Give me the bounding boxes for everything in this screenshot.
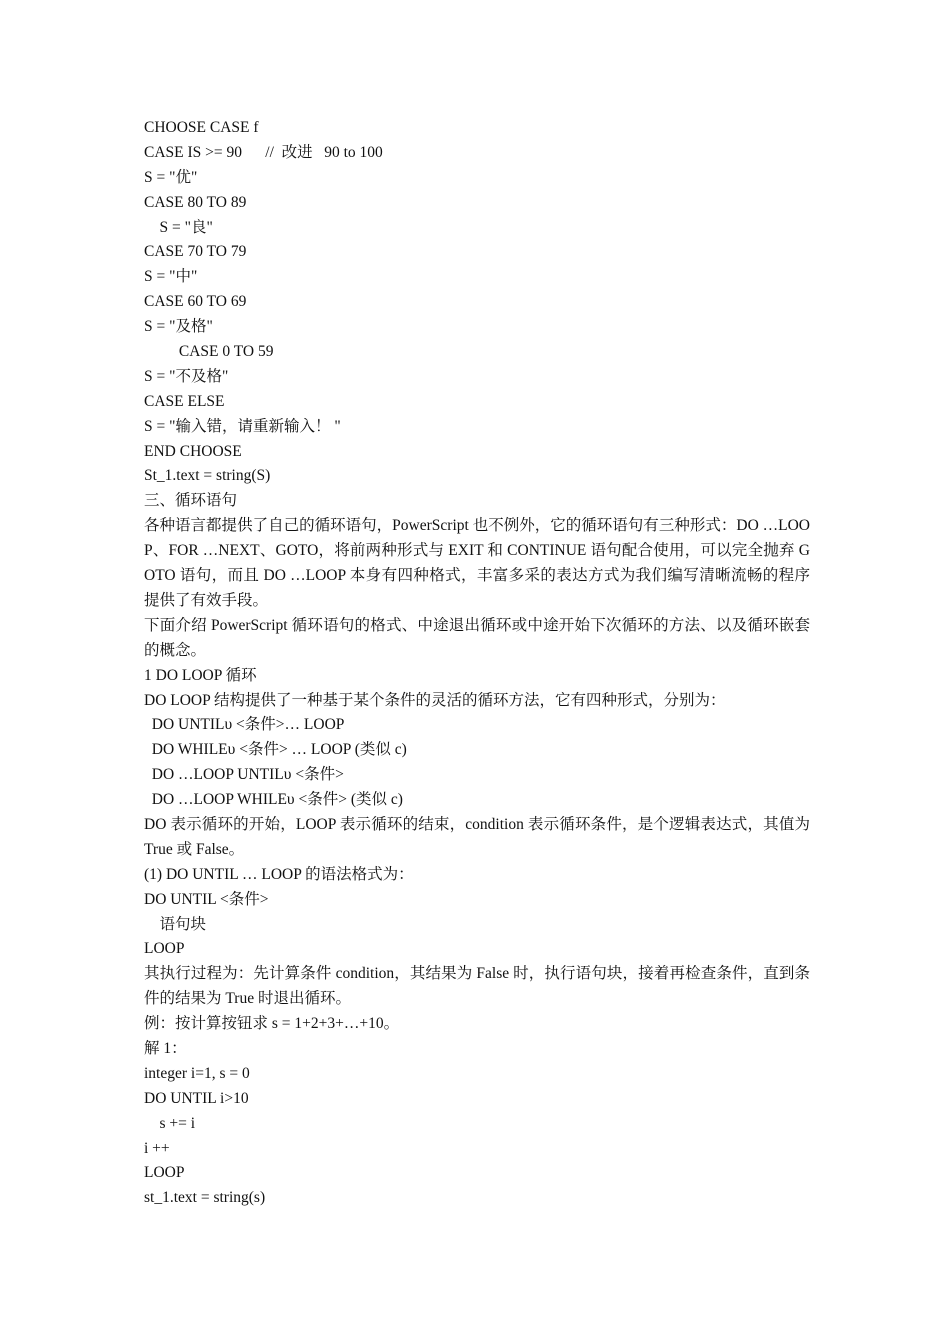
code-line: i ++ bbox=[144, 1139, 170, 1157]
code-line: S = "良" bbox=[144, 218, 213, 236]
syntax-line: LOOP bbox=[144, 940, 185, 958]
code-line: CASE 60 TO 69 bbox=[144, 293, 247, 311]
code-line: S = "不及格" bbox=[144, 367, 229, 385]
code-line: DO UNTIL i>10 bbox=[144, 1089, 249, 1107]
subsection-heading: 1 DO LOOP 循环 bbox=[144, 666, 257, 684]
document-body bbox=[144, 116, 810, 1211]
code-line: CASE ELSE bbox=[144, 392, 225, 410]
paragraph-do-meaning: DO 表示循环的开始，LOOP 表示循环的结束，condition 表示循环条件，是个逻辑表达式，其值为 True 或 False。 bbox=[144, 815, 810, 858]
solution-label: 解 1： bbox=[144, 1040, 187, 1058]
code-line: S = "中" bbox=[144, 268, 198, 286]
example-line: 例：按计算按钮求 s = 1+2+3+…+10。 bbox=[144, 1015, 400, 1033]
syntax-line: DO WHILEυ <条件> … LOOP (类似 c) bbox=[144, 741, 407, 759]
code-line: CASE 70 TO 79 bbox=[144, 243, 247, 261]
paragraph-intro-next: 下面介绍 PowerScript 循环语句的格式、中途退出循环或中途开始下次循环的方法、以及循环嵌套的概念。 bbox=[144, 616, 810, 659]
syntax-line: 语句块 bbox=[144, 915, 207, 933]
section-heading: 三、循环语句 bbox=[144, 492, 238, 510]
syntax-line: DO …LOOP UNTILυ <条件> bbox=[144, 766, 344, 784]
code-line: st_1.text = string(s) bbox=[144, 1189, 266, 1207]
text-line: DO LOOP 结构提供了一种基于某个条件的灵活的循环方法，它有四种形式，分别为： bbox=[144, 691, 726, 709]
syntax-line: DO …LOOP WHILEυ <条件> (类似 c) bbox=[144, 791, 403, 809]
code-line: LOOP bbox=[144, 1164, 185, 1182]
code-line: s += i bbox=[144, 1114, 196, 1132]
code-line: S = "优" bbox=[144, 168, 198, 186]
code-line: St_1.text = string(S) bbox=[144, 467, 271, 485]
syntax-line: DO UNTILυ <条件>… LOOP bbox=[144, 716, 345, 734]
code-line: END CHOOSE bbox=[144, 442, 242, 460]
code-line: S = "输入错，请重新输入！ " bbox=[144, 417, 341, 435]
text-line: (1) DO UNTIL … LOOP 的语法格式为： bbox=[144, 865, 414, 883]
syntax-line: DO UNTIL <条件> bbox=[144, 890, 269, 908]
paragraph-loops-intro: 各种语言都提供了自己的循环语句，PowerScript 也不例外，它的循环语句有三种形式：DO …LOOP、FOR …NEXT、GOTO，将前两种形式与 EXIT 和 CONTINUE 语句配合使用，可以完全抛弃 GOTO 语句，而且 DO …LOOP 本身有四种格式，丰富多采的表达方式为我们编写清晰流畅的程序提供了有效手段。 bbox=[144, 517, 810, 609]
paragraph-execution: 其执行过程为：先计算条件 condition，其结果为 False 时，执行语句块，接着再检查条件，直到条件的结果为 True 时退出循环。 bbox=[144, 965, 810, 1008]
code-line: CASE 0 TO 59 bbox=[144, 343, 274, 361]
code-line: CHOOSE CASE f bbox=[144, 119, 259, 136]
code-line: integer i=1, s = 0 bbox=[144, 1064, 250, 1082]
code-line: S = "及格" bbox=[144, 318, 213, 336]
code-line: CASE IS >= 90 // 改进 90 to 100 bbox=[144, 143, 383, 161]
code-line: CASE 80 TO 89 bbox=[144, 193, 247, 211]
